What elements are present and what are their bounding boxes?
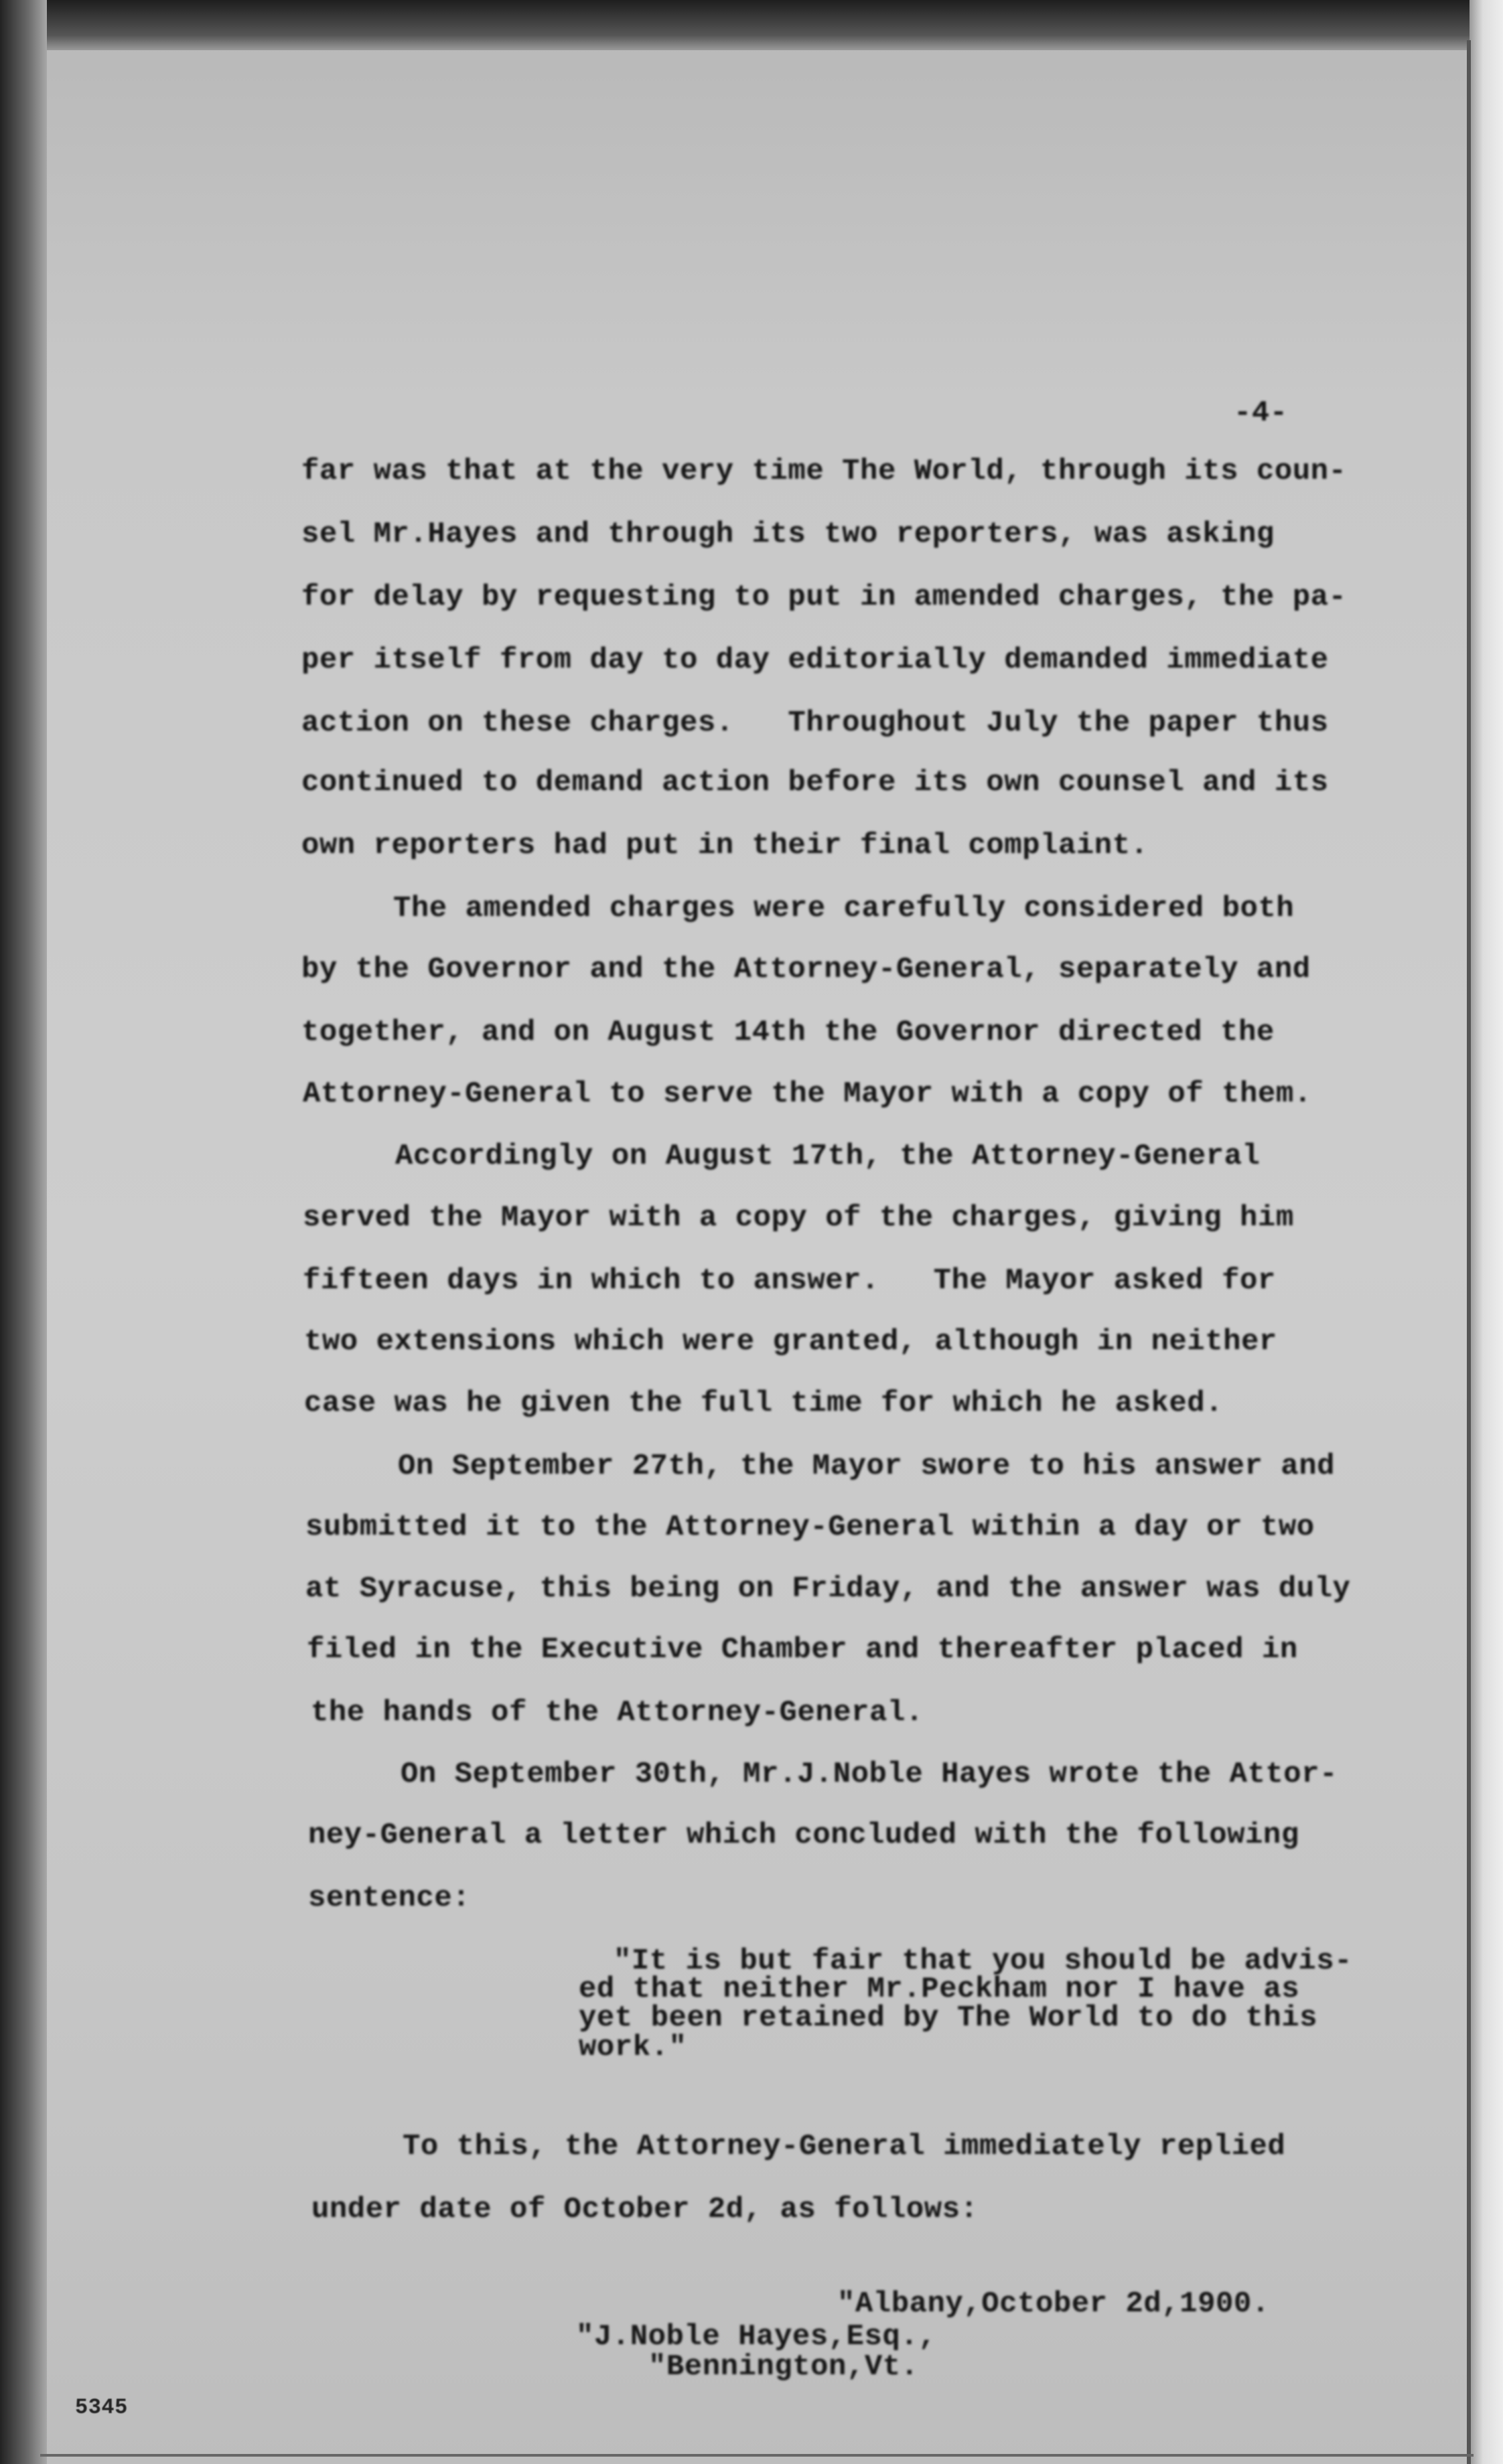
scan-border-left xyxy=(0,0,47,2464)
text-line: case was he given the full time for which he asked. xyxy=(304,1387,1224,1420)
text-line: per itself from day to day editorially demanded immediate xyxy=(301,643,1329,677)
text-line: together, and on August 14th the Governor directed the xyxy=(301,1016,1275,1049)
margin-number: 5345 xyxy=(75,2395,128,2420)
text-line: submitted it to the Attorney-General within a day or two xyxy=(305,1511,1315,1544)
text-line: On September 27th, the Mayor swore to his answer and xyxy=(398,1450,1336,1483)
text-line: by the Governor and the Attorney-General, separately and xyxy=(301,953,1311,986)
quote-line: work." xyxy=(579,2031,687,2064)
text-line: far was that at the very time The World, through its coun- xyxy=(301,455,1347,488)
text-line: action on these charges. Throughout July the paper thus xyxy=(301,706,1329,740)
text-line: The amended charges were carefully considered both xyxy=(393,892,1295,925)
text-line: To this, the Attorney-General immediately replied xyxy=(403,2130,1286,2163)
quote-line: yet been retained by The World to do this xyxy=(579,2001,1318,2035)
text-line: under date of October 2d, as follows: xyxy=(311,2193,979,2226)
text-line: sel Mr.Hayes and through its two reporters, was asking xyxy=(301,518,1275,551)
page-number: -4- xyxy=(1234,396,1288,430)
letter-addressee: "J.Noble Hayes,Esq., xyxy=(576,2320,937,2354)
text-line: On September 30th, Mr.J.Noble Hayes wrote the Attor- xyxy=(401,1758,1338,1791)
quote-line: "It is but fair that you should be advis- xyxy=(614,1944,1353,1978)
text-line: own reporters had put in their final complaint. xyxy=(301,829,1149,862)
page-edge xyxy=(1467,40,1471,2464)
text-line: at Syracuse, this being on Friday, and the answer was duly xyxy=(305,1572,1351,1606)
text-line: for delay by requesting to put in amended charges, the pa- xyxy=(301,581,1347,614)
text-line: continued to demand action before its own counsel and its xyxy=(301,766,1329,799)
text-line: Attorney-General to serve the Mayor with a copy of them. xyxy=(303,1077,1312,1111)
text-line: Accordingly on August 17th, the Attorney-General xyxy=(395,1140,1261,1173)
text-line: sentence: xyxy=(308,1881,471,1915)
text-line: two extensions which were granted, although in neither xyxy=(304,1325,1277,1359)
page-edge-bottom xyxy=(40,2454,1474,2457)
text-line: the hands of the Attorney-General. xyxy=(311,1696,924,1729)
scan-border-right xyxy=(1470,0,1503,2464)
scan-border-top xyxy=(0,0,1503,50)
text-line: fifteen days in which to answer. The Mayor asked for xyxy=(303,1264,1276,1298)
text-line: filed in the Executive Chamber and thereafter placed in xyxy=(307,1633,1298,1667)
text-line: ney-General a letter which concluded with the following xyxy=(308,1819,1299,1852)
letter-dateline: "Albany,October 2d,1900. xyxy=(837,2287,1270,2321)
text-line: served the Mayor with a copy of the charges, giving him xyxy=(303,1201,1294,1235)
quote-line: ed that neither Mr.Peckham nor I have as xyxy=(579,1973,1300,2006)
letter-address: "Bennington,Vt. xyxy=(648,2350,919,2384)
